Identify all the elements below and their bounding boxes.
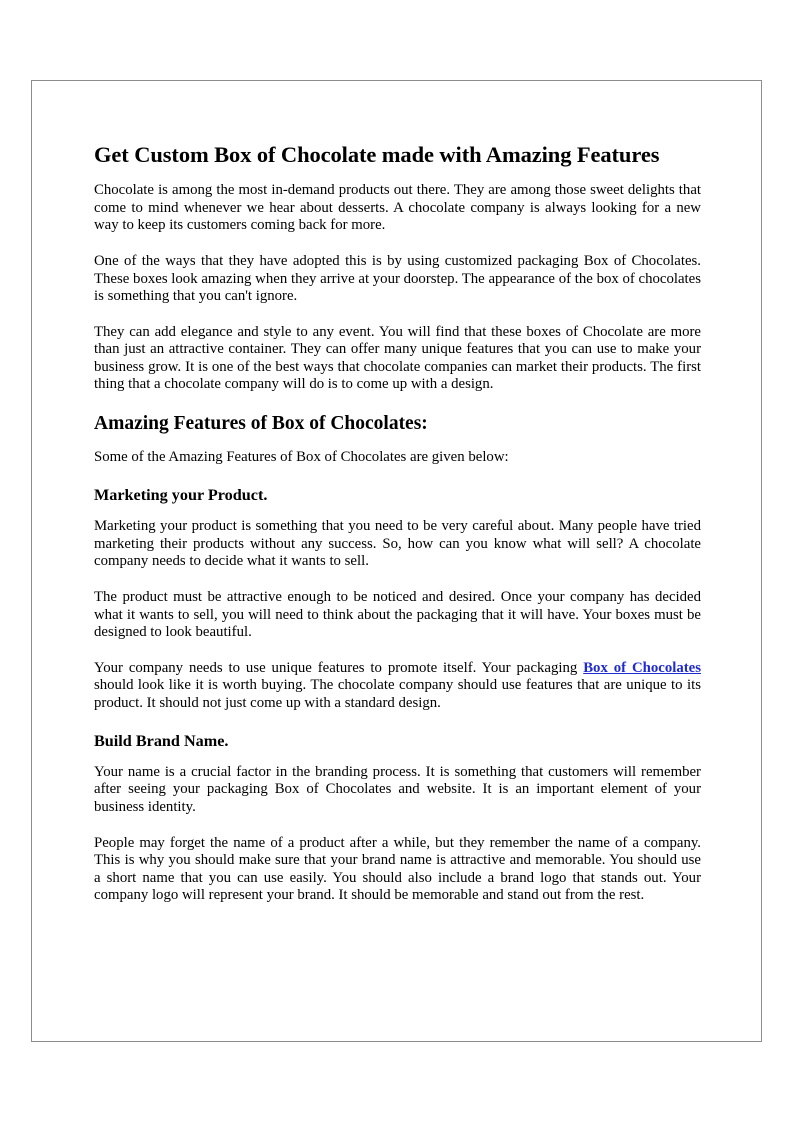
marketing-paragraph-1: Marketing your product is something that you need to be very careful about. Many people have tried marketing their products without any success. So, how can you know what will sell? A chocolate company needs to decide what it wants to sell. xyxy=(94,518,701,570)
features-heading: Amazing Features of Box of Chocolates: xyxy=(94,413,428,435)
intro-paragraph-2: One of the ways that they have adopted this is by using customized packaging Box of Chocolates. These boxes look amazing when they arrive at your doorstep. The appearance of the box of chocolates is something that you can't ignore. xyxy=(94,252,701,305)
intro-paragraph-3: They can add elegance and style to any event. You will find that these boxes of Chocolate are more than just an attractive container. They can offer many unique features that you can use to make your business grow. It is one of the best ways that chocolate companies can market their products. The first thing that a chocolate company will do is to come up with a design. xyxy=(94,323,701,393)
brand-paragraph-2: People may forget the name of a product after a while, but they remember the name of a company. This is why you should make sure that your brand name is attractive and memorable. You should use a short name that you can use easily. You should also include a brand logo that stands out. Your company logo will represent your brand. It should be memorable and stand out from the rest. xyxy=(94,834,701,904)
features-lead: Some of the Amazing Features of Box of Chocolates are given below: xyxy=(94,449,509,466)
document-body xyxy=(94,141,701,923)
brand-paragraph-1: Your name is a crucial factor in the branding process. It is something that customers will remember after seeing your packaging Box of Chocolates and website. It is an important element of your business identity. xyxy=(94,763,701,816)
marketing-paragraph-2: The product must be attractive enough to be noticed and desired. Once your company has decided what it wants to sell, you will need to think about the packaging that it will have. Your boxes must be designed to look beautiful. xyxy=(94,589,701,641)
marketing-paragraph-3 xyxy=(94,660,701,713)
marketing-heading: Marketing your Product. xyxy=(94,486,268,505)
brand-heading: Build Brand Name. xyxy=(94,731,229,750)
box-of-chocolates-link[interactable]: Box of Chocolates xyxy=(583,659,702,676)
marketing-paragraph-3-end: should look like it is worth buying. The chocolate company should use features that are unique to its product. It should not just come up with a standard design. xyxy=(94,677,701,712)
page-title: Get Custom Box of Chocolate made with Amazing Features xyxy=(94,142,660,167)
intro-paragraph-1: Chocolate is among the most in-demand products out there. They are among those sweet delights that come to mind whenever we hear about desserts. A chocolate company is always looking for a new way to keep its customers coming back for more. xyxy=(94,182,701,234)
marketing-paragraph-3-start: Your company needs to use unique features to promote itself. Your packaging xyxy=(94,659,584,676)
